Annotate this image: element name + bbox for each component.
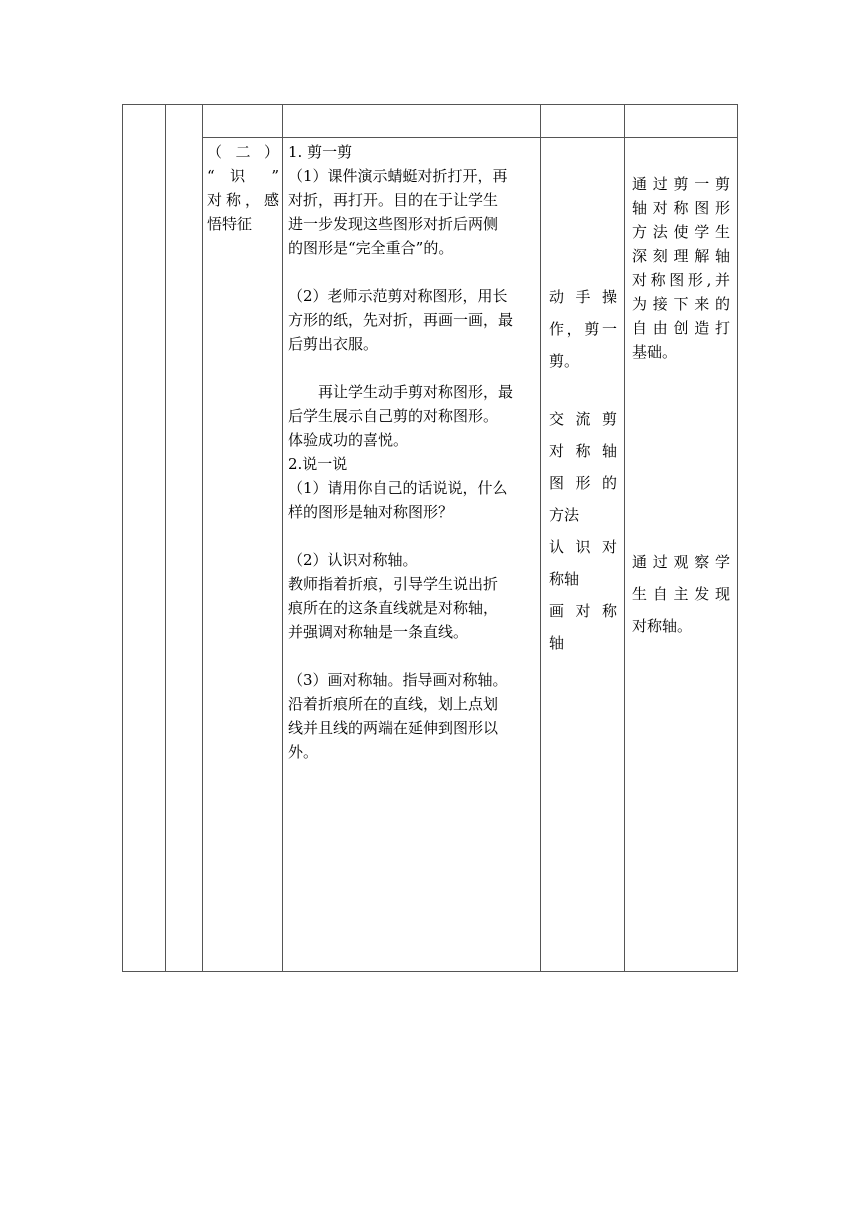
student-line: 画 对 称 — [549, 602, 617, 620]
intent-line: 方法使学生 — [632, 223, 730, 241]
column-divider-2 — [202, 104, 203, 972]
intent-line: 轴对称图形 — [632, 199, 730, 217]
table-border-top — [122, 104, 738, 105]
text-line: 教师指着折痕，引导学生说出折 — [288, 575, 499, 593]
student-line: 剪。 — [549, 352, 580, 370]
intent-line: 自由创造打 — [632, 319, 730, 337]
student-line: 方法 — [549, 506, 580, 524]
text-line: （2）老师示范剪对称图形，用长 — [288, 287, 508, 305]
text-line: 进一步发现这些图形对折后两侧 — [288, 215, 499, 233]
column-divider-4 — [540, 104, 541, 972]
intent-line: 对称轴。 — [632, 617, 693, 635]
text-line: 并强调对称轴是一条直线。 — [288, 623, 469, 641]
student-line: 动 手 操 — [549, 288, 617, 306]
student-line: 称轴 — [549, 570, 580, 588]
student-line: 认 识 对 — [549, 538, 617, 556]
intent-line: 对称图形,并 — [632, 271, 730, 289]
stage-line: “ 识 ” — [207, 167, 279, 185]
column-divider-3 — [282, 104, 283, 972]
row-divider — [202, 137, 738, 138]
column-divider-5 — [624, 104, 625, 972]
stage-line: 对称，感 — [207, 191, 279, 209]
section-title: 2.说一说 — [288, 455, 348, 473]
text-line: 方形的纸，先对折，再画一画，最 — [288, 311, 514, 329]
teacher-activity-cell — [288, 140, 536, 764]
text-line: 后剪出衣服。 — [288, 335, 379, 353]
text-line: （2）认识对称轴。 — [288, 551, 418, 569]
student-line: 轴 — [549, 634, 565, 652]
text-line: （3）画对称轴。指导画对称轴。 — [288, 671, 508, 689]
design-intent-cell-2 — [632, 546, 730, 642]
text-line: 后学生展示自己剪的对称图形。 — [288, 407, 499, 425]
student-line: 对 称 轴 — [549, 442, 617, 460]
text-line: 体验成功的喜悦。 — [288, 431, 409, 449]
student-activity-cell — [549, 281, 617, 659]
text-line: 线并且线的两端在延伸到图形以 — [288, 719, 499, 737]
text-line: 痕所在的这条直线就是对称轴， — [288, 599, 499, 617]
text-line: （1）课件演示蜻蜓对折打开，再 — [288, 167, 508, 185]
student-line: 作，剪一 — [549, 320, 617, 338]
text-line: （1）请用你自己的话说说，什么 — [288, 479, 508, 497]
intent-line: 通过剪一剪 — [632, 175, 730, 193]
table-border-right — [737, 104, 738, 972]
column-divider-1 — [165, 104, 166, 972]
text-line: 再让学生动手剪对称图形，最 — [318, 383, 514, 401]
intent-line: 基础。 — [632, 343, 678, 361]
text-line: 外。 — [288, 743, 319, 761]
design-intent-cell — [632, 172, 730, 364]
intent-line: 深刻理解轴 — [632, 247, 730, 265]
text-line: 对折，再打开。目的在于让学生 — [288, 191, 499, 209]
student-line: 交 流 剪 — [549, 410, 617, 428]
student-line: 图 形 的 — [549, 474, 617, 492]
intent-line: 为接下来的 — [632, 295, 730, 313]
text-line: 样的图形是轴对称图形？ — [288, 503, 454, 521]
section-title: 1. 剪一剪 — [288, 143, 353, 161]
intent-line: 通过观察学 — [632, 553, 730, 571]
table-border-bottom — [122, 971, 738, 972]
table-border-left — [122, 104, 123, 972]
stage-line: 悟特征 — [207, 215, 253, 233]
text-line: 的图形是“完全重合”的。 — [288, 239, 454, 257]
stage-line: （ 二 ） — [207, 143, 279, 161]
text-line: 沿着折痕所在的直线，划上点划 — [288, 695, 499, 713]
intent-line: 生自主发现 — [632, 585, 730, 603]
stage-cell — [207, 140, 279, 236]
